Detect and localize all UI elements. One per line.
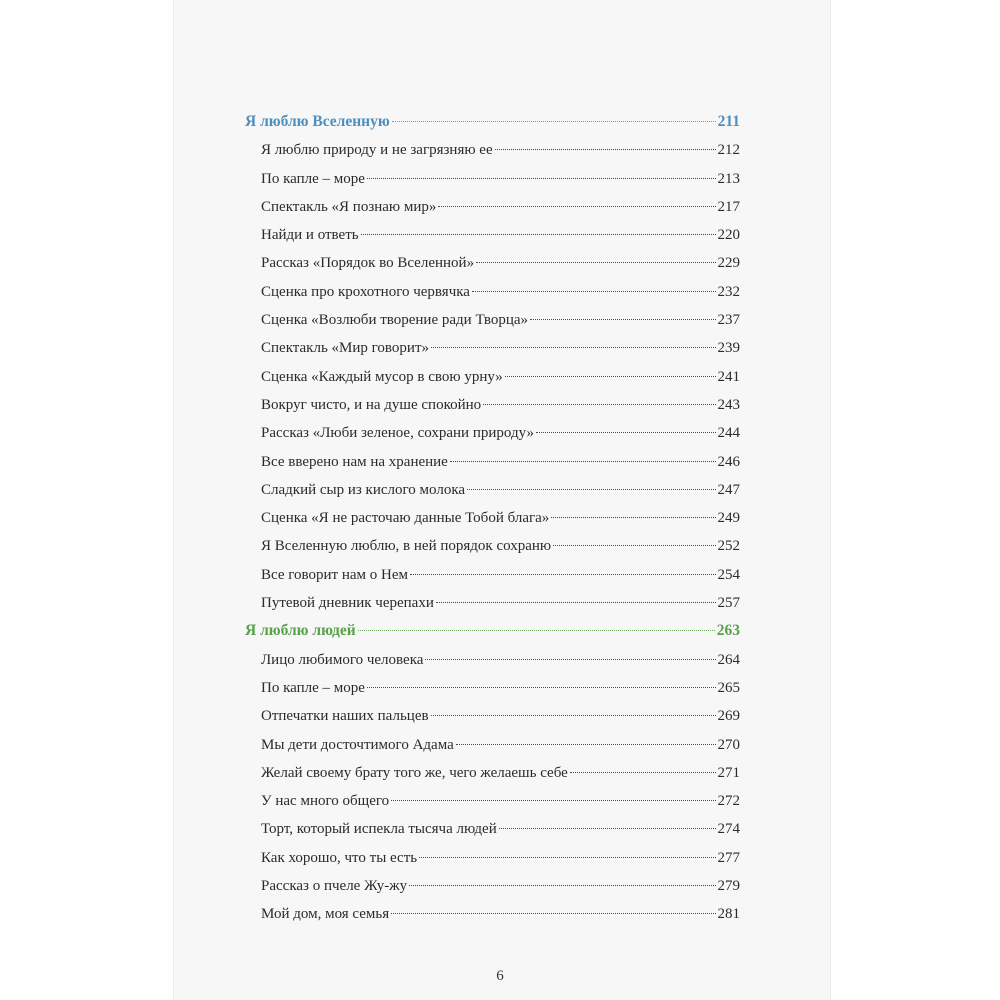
toc-entry-page-number: 211	[717, 113, 740, 130]
dot-leader	[392, 121, 716, 122]
dot-leader	[391, 913, 715, 914]
toc-entry-title: По капле – море	[261, 170, 365, 187]
toc-entry-page-number: 239	[717, 340, 740, 357]
toc-entry	[245, 589, 740, 617]
dot-leader	[410, 574, 715, 575]
table-of-contents	[245, 108, 740, 929]
toc-entry	[245, 448, 740, 476]
toc-entry-page-number: 213	[717, 170, 740, 187]
dot-leader	[425, 659, 715, 660]
toc-entry-page-number: 254	[717, 566, 740, 583]
dot-leader	[367, 178, 716, 179]
toc-entry-page-number: 279	[717, 878, 740, 895]
toc-entry-title: Рассказ о пчеле Жу-жу	[261, 878, 408, 895]
toc-entry-title: Я люблю природу и не загрязняю ее	[261, 142, 493, 159]
toc-entry	[245, 787, 740, 815]
toc-entry-title: Сладкий сыр из кислого молока	[261, 481, 466, 498]
toc-entry-title: Сценка «Я не расточаю данные Тобой блага»	[261, 510, 550, 527]
toc-entry	[245, 815, 740, 843]
toc-entry-page-number: 244	[717, 425, 740, 442]
toc-entry-title: Вокруг чисто, и на душе спокойно	[261, 396, 482, 413]
toc-entry-page-number: 281	[717, 906, 740, 923]
toc-entry-title: Сценка «Каждый мусор в свою урну»	[261, 368, 503, 385]
toc-entry-title: Желай своему брату того же, чего желаешь себе	[261, 764, 568, 781]
dot-leader	[499, 828, 716, 829]
toc-entry	[245, 900, 740, 928]
dot-leader	[476, 262, 715, 263]
toc-entry-page-number: 274	[717, 821, 740, 838]
toc-entry-title: Я люблю Вселенную	[245, 113, 390, 130]
toc-entry	[245, 504, 740, 532]
toc-entry-page-number: 212	[717, 142, 740, 159]
toc-entry-page-number: 264	[717, 651, 740, 668]
toc-entry-title: Мы дети досточтимого Адама	[261, 736, 454, 753]
toc-entry-page-number: 247	[717, 481, 740, 498]
toc-entry-title: Как хорошо, что ты есть	[261, 849, 418, 866]
toc-entry-page-number: 217	[717, 198, 740, 215]
dot-leader	[553, 545, 715, 546]
toc-entry-title: Торт, который испекла тысяча людей	[261, 821, 497, 838]
toc-entry-page-number: 265	[717, 679, 740, 696]
toc-entry-title: Сценка про крохотного червячка	[261, 283, 470, 300]
toc-entry-title: Лицо любимого человека	[261, 651, 424, 668]
dot-leader	[495, 149, 716, 150]
dot-leader	[391, 800, 715, 801]
toc-entry-page-number: 246	[717, 453, 740, 470]
toc-entry	[245, 165, 740, 193]
toc-entry-title: Отпечатки наших пальцев	[261, 708, 429, 725]
dot-leader	[570, 772, 716, 773]
toc-entry-page-number: 232	[717, 283, 740, 300]
dot-leader	[361, 234, 716, 235]
toc-entry-title: У нас много общего	[261, 793, 390, 810]
toc-entry-title: Мой дом, моя семья	[261, 906, 390, 923]
toc-entry	[245, 306, 740, 334]
toc-entry	[245, 419, 740, 447]
toc-entry-title: Спектакль «Мир говорит»	[261, 340, 429, 357]
toc-entry-page-number: 271	[717, 764, 740, 781]
toc-entry	[245, 759, 740, 787]
toc-entry-page-number: 272	[717, 793, 740, 810]
dot-leader	[436, 602, 716, 603]
dot-leader	[472, 291, 716, 292]
toc-entry-title: Путевой дневник черепахи	[261, 595, 434, 612]
toc-entry-title: Сценка «Возлюби творение ради Творца»	[261, 312, 529, 329]
toc-entry-title: Я Вселенную люблю, в ней порядок сохраню	[261, 538, 552, 555]
dot-leader	[450, 461, 716, 462]
toc-entry-page-number: 241	[717, 368, 740, 385]
toc-entry	[245, 391, 740, 419]
toc-entry	[245, 674, 740, 702]
toc-entry	[245, 646, 740, 674]
toc-entry-page-number: 243	[717, 396, 740, 413]
dot-leader	[358, 630, 715, 631]
toc-entry-title: Я люблю людей	[245, 622, 356, 640]
toc-entry	[245, 363, 740, 391]
toc-entry	[245, 249, 740, 277]
dot-leader	[530, 319, 715, 320]
toc-entry	[245, 193, 740, 221]
dot-leader	[467, 489, 715, 490]
dot-leader	[483, 404, 715, 405]
dot-leader	[431, 347, 716, 348]
toc-entry	[245, 278, 740, 306]
toc-entry	[245, 702, 740, 730]
dot-leader	[419, 857, 715, 858]
dot-leader	[431, 715, 716, 716]
toc-entry	[245, 136, 740, 164]
toc-entry-page-number: 220	[717, 227, 740, 244]
toc-entry-title: Рассказ «Порядок во Вселенной»	[261, 255, 475, 272]
toc-entry-page-number: 270	[717, 736, 740, 753]
toc-entry-title: Все говорит нам о Нем	[261, 566, 409, 583]
toc-entry-page-number: 263	[716, 622, 740, 640]
toc-section-heading	[245, 617, 740, 645]
page-number: 6	[496, 968, 504, 984]
toc-entry	[245, 731, 740, 759]
dot-leader	[409, 885, 715, 886]
toc-entry-title: Спектакль «Я познаю мир»	[261, 198, 437, 215]
toc-entry-title: Все вверено нам на хранение	[261, 453, 448, 470]
toc-entry-page-number: 252	[717, 538, 740, 555]
dot-leader	[505, 376, 716, 377]
toc-entry-title: Рассказ «Люби зеленое, сохрани природу»	[261, 425, 534, 442]
toc-entry	[245, 561, 740, 589]
toc-entry-page-number: 277	[717, 849, 740, 866]
toc-entry	[245, 221, 740, 249]
dot-leader	[367, 687, 716, 688]
toc-entry	[245, 872, 740, 900]
dot-leader	[456, 744, 716, 745]
toc-entry-title: Найди и ответь	[261, 227, 359, 244]
toc-entry-page-number: 237	[717, 312, 740, 329]
toc-section-heading	[245, 108, 740, 136]
toc-entry	[245, 476, 740, 504]
toc-entry-page-number: 229	[717, 255, 740, 272]
toc-entry	[245, 844, 740, 872]
toc-entry	[245, 532, 740, 560]
toc-entry	[245, 334, 740, 362]
dot-leader	[536, 432, 716, 433]
toc-entry-page-number: 249	[717, 510, 740, 527]
toc-entry-title: По капле – море	[261, 679, 365, 696]
toc-entry-page-number: 269	[717, 708, 740, 725]
toc-entry-page-number: 257	[717, 595, 740, 612]
dot-leader	[551, 517, 715, 518]
dot-leader	[438, 206, 715, 207]
